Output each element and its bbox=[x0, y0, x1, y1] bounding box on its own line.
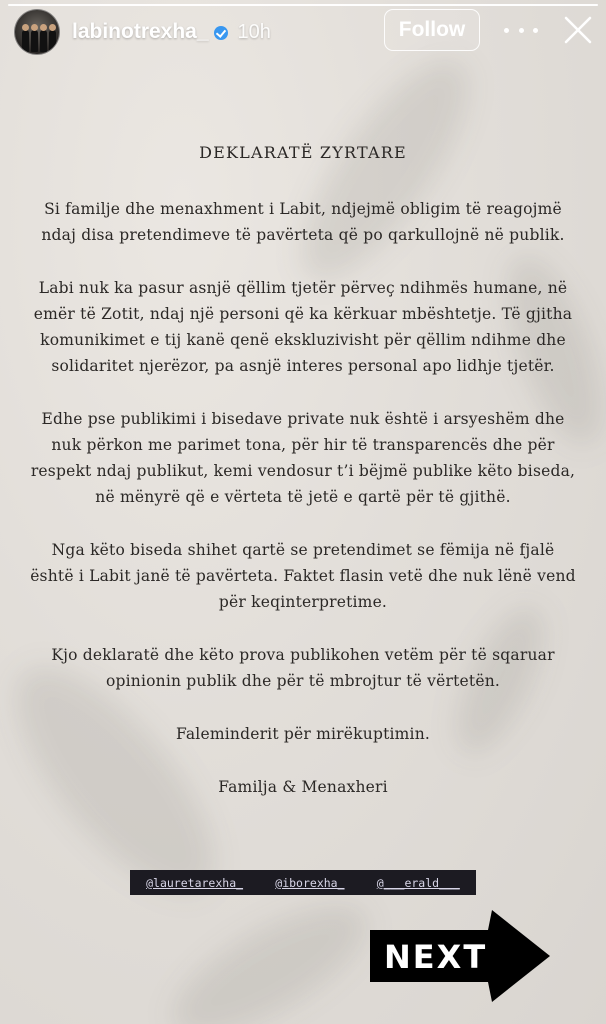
statement-paragraph: Edhe pse publikimi i bisedave private nuk është i arsyeshëm dhe nuk përkon me parimet tona, për hir të transparencës dhe për respekt ndaj publikut, kemi vendosur t’i bëjmë publike këto biseda, në mënyrë që e vërteta të jetë e qartë për të gjithë. bbox=[30, 410, 576, 506]
avatar-figure bbox=[31, 30, 38, 52]
next-label: NEXT bbox=[384, 938, 488, 976]
story-progress-fill bbox=[8, 4, 598, 6]
username[interactable]: labinotrexha_ bbox=[72, 20, 209, 43]
avatar-figure bbox=[49, 30, 56, 52]
statement-title: DEKLARATË ZYRTARE bbox=[199, 143, 407, 162]
leaf-shadow bbox=[155, 880, 386, 1024]
next-arrow-sticker[interactable] bbox=[368, 908, 552, 1004]
post-time: 10h bbox=[237, 20, 271, 43]
more-horizontal-icon[interactable] bbox=[504, 20, 538, 40]
avatar-figure bbox=[22, 30, 29, 52]
statement-thanks: Faleminderit për mirëkuptimin. bbox=[175, 725, 431, 743]
statement-paragraph: Kjo deklaratë dhe këto prova publikohen vetëm për të sqaruar opinionin publik dhe për të mbrojtur të vërtetën. bbox=[51, 646, 555, 690]
statement-paragraph: Labi nuk ka pasur asnjë qëllim tjetër përveç ndihmës humane, në emër të Zotit, ndaj një personi që ka kërkuar mbështetje. Të gjitha komunikimet e tij kanë qenë ekskluzivisht për qëllim ndihme dhe solidaritet njerëzor, pa asnjë interes personal apo lidhje tjetër. bbox=[33, 279, 573, 375]
statement-signature: Familja & Menaxheri bbox=[218, 778, 388, 796]
statement-paragraph: Nga këto biseda shihet qartë se pretendimet se fëmija në fjalë është i Labit janë të pavërteta. Faktet flasin vetë dhe nuk lënë vend për keqinterpretime. bbox=[30, 541, 576, 611]
story-header bbox=[0, 8, 606, 56]
statement-paragraph: Si familje dhe menaxhment i Labit, ndjejmë obligim të reagojmë ndaj disa pretendimeve të pavërteta që po qarkullojnë në publik. bbox=[41, 200, 565, 244]
avatar[interactable] bbox=[14, 9, 60, 55]
verified-badge-icon bbox=[214, 26, 228, 40]
story-progress-bar bbox=[8, 4, 598, 6]
avatar-figure bbox=[40, 30, 47, 52]
close-icon[interactable] bbox=[562, 14, 594, 46]
mention-tags bbox=[130, 870, 476, 895]
mention-link[interactable]: @lauretarexha_ bbox=[146, 875, 244, 890]
mention-link[interactable]: @___erald___ bbox=[376, 875, 460, 890]
mention-link[interactable]: @iborexha_ bbox=[275, 875, 345, 890]
follow-button[interactable]: Follow bbox=[384, 9, 480, 51]
statement bbox=[30, 140, 576, 800]
